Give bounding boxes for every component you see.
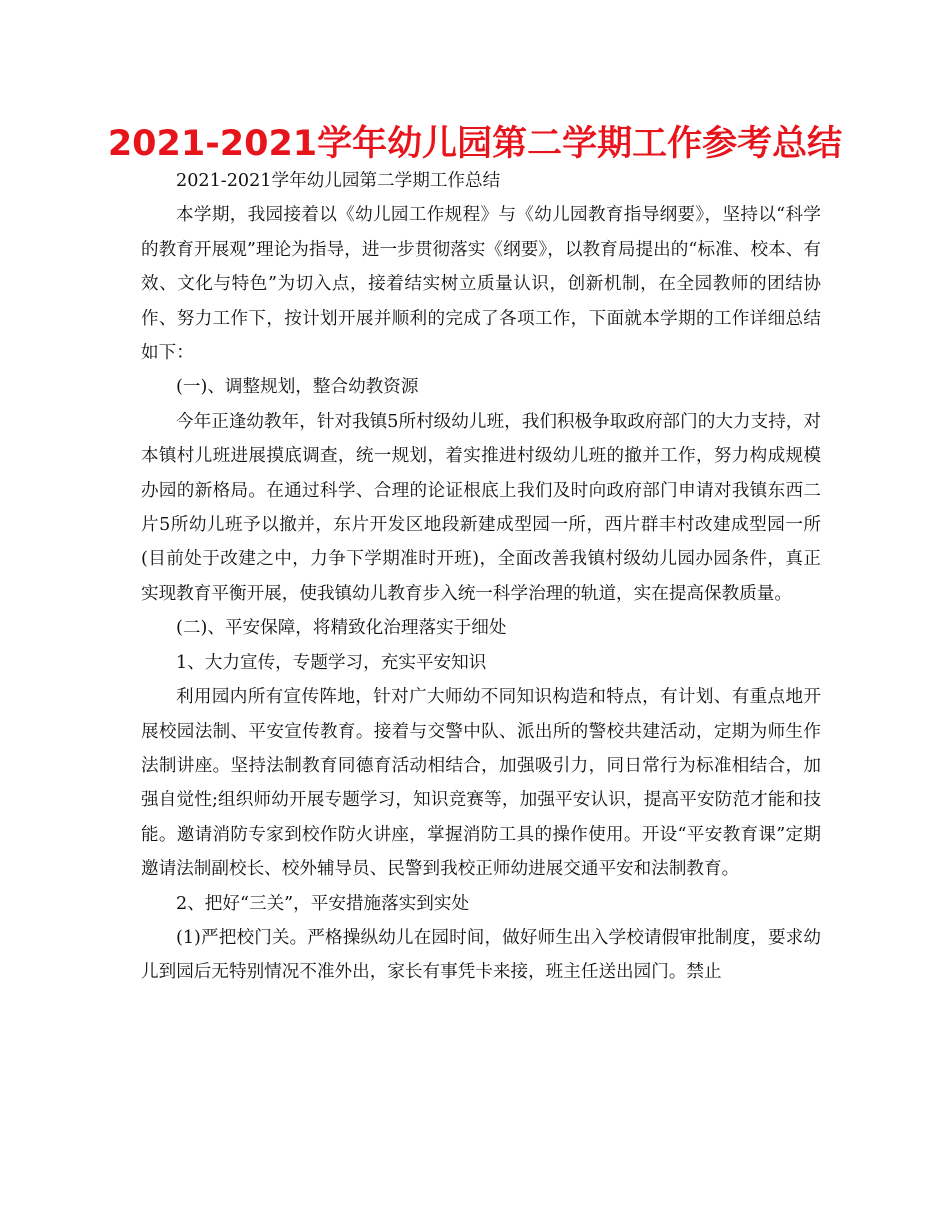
document-body	[141, 164, 821, 990]
subtitle-paragraph: 2021-2021学年幼儿园第二学期工作总结	[176, 171, 501, 191]
subsection-2-paragraph: (1)严把校门关。严格操纵幼儿在园时间，做好师生出入学校请假审批制度，要求幼儿到园后无特别情况不准外出，家长有事凭卡来接，班主任送出园门。禁止	[141, 927, 821, 983]
section-heading-1: (一)、调整规划，整合幼教资源	[176, 377, 419, 398]
section-1-paragraph: 今年正逢幼教年，针对我镇5所村级幼儿班，我们积极争取政府部门的大力支持，对本镇村儿班进展摸底调查，统一规划，着实推进村级幼儿班的撤并工作，努力构成规模办园的新格局。在通过科学、合理的论证根底上我们及时向政府部门申请对我镇东西二片5所幼儿班予以撤并，东片开发区地段新建成型园一所，西片群丰村改建成型园一所(目前处于改建之中，力争下学期准时开班)，全面改善我镇村级幼儿园办园条件，真正实现教育平衡开展，使我镇幼儿教育步入统一科学治理的轨道，实在提高保教质量。	[141, 411, 821, 604]
intro-paragraph: 本学期，我园接着以《幼儿园工作规程》与《幼儿园教育指导纲要》，坚持以“科学的教育开展观”理论为指导，进一步贯彻落实《纲要》，以教育局提出的“标准、校本、有效、文化与特色”为切入点，接着结实树立质量认识，创新机制，在全园教师的团结协作、努力工作下，按计划开展并顺利的完成了各项工作，下面就本学期的工作详细总结如下：	[141, 205, 821, 364]
subsection-heading-2: 2、把好“三关”，平安措施落实到实处	[176, 893, 470, 914]
subsection-heading-1: 1、大力宣传，专题学习，充实平安知识	[176, 652, 487, 673]
subsection-1-paragraph: 利用园内所有宣传阵地，针对广大师幼不同知识构造和特点，有计划、有重点地开展校园法制、平安宣传教育。接着与交警中队、派出所的警校共建活动，定期为师生作法制讲座。坚持法制教育同德育活动相结合，加强吸引力，同日常行为标准相结合，加强自觉性;组织师幼开展专题学习，知识竞赛等，加强平安认识，提高平安防范才能和技能。邀请消防专家到校作防火讲座，掌握消防工具的操作使用。开设“平安教育课”定期邀请法制副校长、校外辅导员、民警到我校正师幼进展交通平安和法制教育。	[141, 687, 821, 880]
document-title: 2021-2021学年幼儿园第二学期工作参考总结	[107, 124, 843, 164]
section-heading-2: (二)、平安保障，将精致化治理落实于细处	[176, 618, 507, 639]
